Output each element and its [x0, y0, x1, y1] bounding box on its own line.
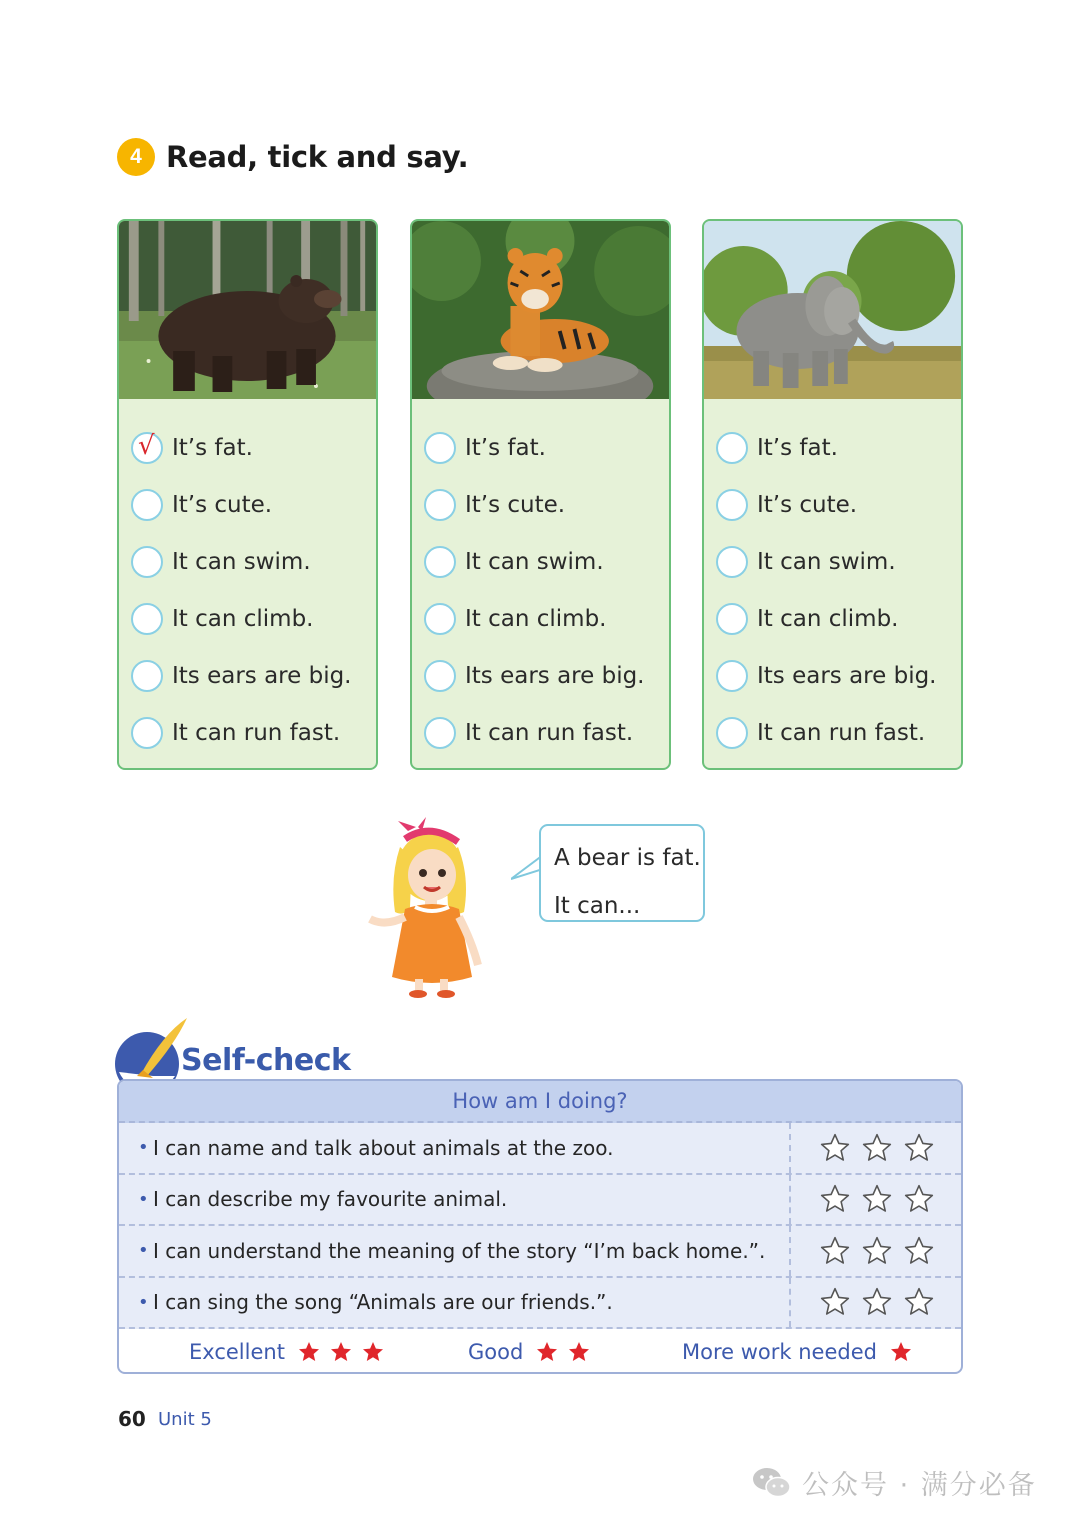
bear-option-climb[interactable] — [119, 590, 376, 647]
tiger-options — [412, 399, 669, 761]
star-outline-icon[interactable] — [861, 1183, 893, 1215]
bear-option-fat[interactable] — [119, 419, 376, 476]
option-label: It can swim. — [172, 548, 311, 575]
star-outline-icon[interactable] — [819, 1183, 851, 1215]
option-label: It can swim. — [465, 548, 604, 575]
option-label: It can climb. — [465, 605, 607, 632]
watermark-text: 公众号 · 满分必备 — [802, 1470, 1037, 1501]
option-label: It’s cute. — [757, 491, 858, 518]
legend-label: Excellent — [189, 1340, 285, 1364]
star-outline-icon[interactable] — [819, 1235, 851, 1267]
column-divider — [789, 1123, 791, 1173]
elephant-card — [702, 219, 963, 770]
rating-legend — [119, 1329, 961, 1374]
tiger-option-swim[interactable] — [412, 533, 669, 590]
tiger-option-fat[interactable] — [412, 419, 669, 476]
option-label: It’s fat. — [757, 434, 838, 461]
rating-stars[interactable] — [819, 1183, 935, 1215]
checkbox-circle[interactable] — [424, 660, 456, 692]
wechat-watermark — [752, 1463, 1037, 1502]
option-label: Its ears are big. — [757, 662, 937, 689]
option-label: It can swim. — [757, 548, 896, 575]
star-outline-icon[interactable] — [903, 1235, 935, 1267]
legend-good — [468, 1340, 591, 1364]
elephant-photo — [704, 221, 961, 399]
option-label: It can climb. — [172, 605, 314, 632]
page-number: 60 — [118, 1407, 146, 1431]
rating-stars[interactable] — [819, 1132, 935, 1164]
self-check-statement: I can describe my favourite animal. — [153, 1187, 508, 1212]
checkbox-circle[interactable] — [131, 717, 163, 749]
star-filled-icon — [535, 1340, 559, 1364]
checkbox-circle[interactable] — [424, 432, 456, 464]
star-filled-icon — [297, 1340, 321, 1364]
elephant-option-cute[interactable] — [704, 476, 961, 533]
star-outline-icon[interactable] — [819, 1286, 851, 1318]
checkbox-circle[interactable] — [424, 489, 456, 521]
option-label: It can run fast. — [465, 719, 634, 746]
self-check-statement: I can name and talk about animals at the zoo. — [153, 1135, 614, 1160]
star-filled-icon — [567, 1340, 591, 1364]
option-label: Its ears are big. — [172, 662, 352, 689]
speech-line-2: It can... — [554, 893, 641, 919]
checkbox-circle[interactable] — [716, 489, 748, 521]
self-check-title: Self-check — [181, 1043, 351, 1078]
star-outline-icon[interactable] — [861, 1235, 893, 1267]
star-outline-icon[interactable] — [861, 1132, 893, 1164]
star-outline-icon[interactable] — [861, 1286, 893, 1318]
bullet-icon: • — [138, 1240, 149, 1262]
self-check-header: How am I doing? — [119, 1081, 961, 1123]
rating-stars[interactable] — [819, 1235, 935, 1267]
star-outline-icon[interactable] — [819, 1132, 851, 1164]
option-label: It can climb. — [757, 605, 899, 632]
tiger-photo — [412, 221, 669, 399]
column-divider — [789, 1226, 791, 1276]
bullet-icon: • — [138, 1291, 149, 1313]
checkbox-circle[interactable] — [131, 432, 163, 464]
checkbox-circle[interactable] — [716, 603, 748, 635]
option-label: It’s fat. — [465, 434, 546, 461]
self-check-row — [119, 1123, 961, 1175]
bear-options — [119, 399, 376, 761]
tiger-option-cute[interactable] — [412, 476, 669, 533]
option-label: It’s cute. — [465, 491, 566, 518]
self-check-table — [117, 1079, 963, 1374]
star-outline-icon[interactable] — [903, 1286, 935, 1318]
bullet-icon: • — [138, 1188, 149, 1210]
self-check-row — [119, 1175, 961, 1227]
self-check-row — [119, 1278, 961, 1330]
tick-mark-icon: √ — [138, 430, 155, 461]
checkbox-circle[interactable] — [424, 717, 456, 749]
checkbox-circle[interactable] — [716, 432, 748, 464]
girl-illustration — [360, 817, 492, 999]
checkbox-circle[interactable] — [424, 603, 456, 635]
tiger-option-climb[interactable] — [412, 590, 669, 647]
bullet-icon: • — [138, 1137, 149, 1159]
self-check-statement: I can sing the song “Animals are our friends.”. — [153, 1290, 613, 1315]
checkbox-circle[interactable] — [131, 489, 163, 521]
wechat-icon — [752, 1465, 792, 1501]
star-outline-icon[interactable] — [903, 1132, 935, 1164]
column-divider — [789, 1278, 791, 1328]
bear-card — [117, 219, 378, 770]
star-filled-icon — [889, 1340, 913, 1364]
checkbox-circle[interactable] — [716, 546, 748, 578]
speech-bubble — [539, 824, 705, 922]
legend-excellent — [189, 1340, 385, 1364]
bear-option-run[interactable] — [119, 704, 376, 761]
option-label: It can run fast. — [757, 719, 926, 746]
star-filled-icon — [361, 1340, 385, 1364]
star-outline-icon[interactable] — [903, 1183, 935, 1215]
checkbox-circle[interactable] — [424, 546, 456, 578]
option-label: It can run fast. — [172, 719, 341, 746]
option-label: It’s cute. — [172, 491, 273, 518]
checkbox-circle[interactable] — [716, 660, 748, 692]
elephant-option-swim[interactable] — [704, 533, 961, 590]
bear-photo — [119, 221, 376, 399]
checkbox-circle[interactable] — [716, 717, 748, 749]
unit-label: Unit 5 — [158, 1409, 212, 1430]
elephant-option-fat[interactable] — [704, 419, 961, 476]
option-label: Its ears are big. — [465, 662, 645, 689]
bear-option-swim[interactable] — [119, 533, 376, 590]
self-check-row — [119, 1226, 961, 1278]
tiger-option-ears[interactable] — [412, 647, 669, 704]
legend-more-work-needed — [682, 1340, 913, 1364]
rating-stars[interactable] — [819, 1286, 935, 1318]
self-check-statement: I can understand the meaning of the story “I’m back home.”. — [153, 1238, 766, 1263]
legend-label: More work needed — [682, 1340, 877, 1364]
column-divider — [789, 1175, 791, 1225]
elephant-option-ears[interactable] — [704, 647, 961, 704]
activity-title: Read, tick and say. — [166, 140, 469, 174]
elephant-option-run[interactable] — [704, 704, 961, 761]
bear-option-cute[interactable] — [119, 476, 376, 533]
tiger-option-run[interactable] — [412, 704, 669, 761]
activity-header — [117, 137, 468, 177]
star-filled-icon — [329, 1340, 353, 1364]
activity-number-badge: 4 — [117, 138, 155, 176]
checkbox-circle[interactable] — [131, 546, 163, 578]
legend-label: Good — [468, 1340, 524, 1364]
option-label: It’s fat. — [172, 434, 253, 461]
checkbox-circle[interactable] — [131, 660, 163, 692]
elephant-options — [704, 399, 961, 761]
tiger-card — [410, 219, 671, 770]
checkbox-circle[interactable] — [131, 603, 163, 635]
bear-option-ears[interactable] — [119, 647, 376, 704]
elephant-option-climb[interactable] — [704, 590, 961, 647]
speech-line-1: A bear is fat. — [554, 845, 701, 871]
